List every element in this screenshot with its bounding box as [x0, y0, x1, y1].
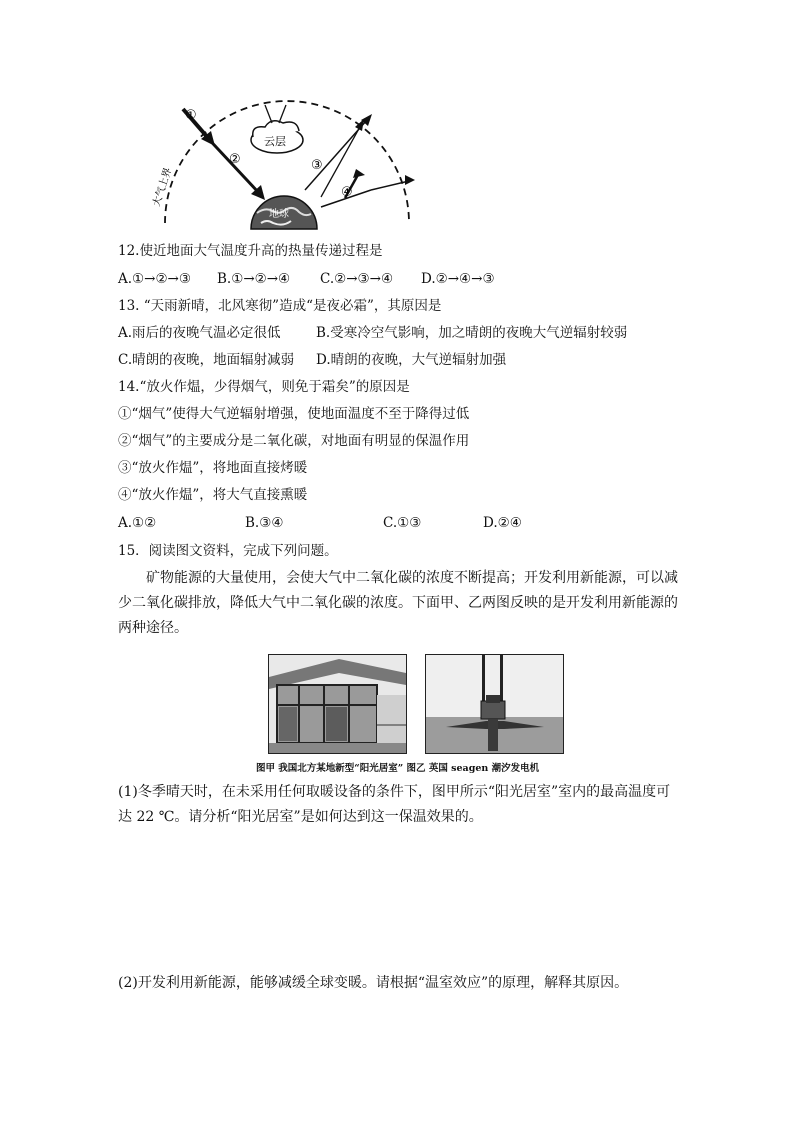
q12-stem: 12.使近地面大气温度升高的热量传递过程是 [118, 243, 383, 259]
q14-option-c: C.①③ [383, 515, 422, 531]
q12-option-b: B.①→②→④ [217, 271, 291, 287]
q14-statement-2: ②“烟气”的主要成分是二氧化碳，对地面有明显的保温作用 [118, 433, 470, 449]
q14-option-d: D.②④ [483, 515, 522, 531]
q13-stem: 13. “天雨新晴，北风寒彻”造成“是夜必霜”，其原因是 [118, 298, 442, 314]
q13-option-a: A.雨后的夜晚气温必定很低 [118, 325, 281, 341]
label-4: ④ [341, 185, 353, 200]
q15-sub2: (2)开发利用新能源，能够减缓全球变暖。请根据“温室效应”的原理，解释其原因。 [118, 975, 629, 991]
q14-option-a: A.①② [118, 515, 157, 531]
q15-stem: 15．阅读图文资料，完成下列问题。 [118, 543, 338, 559]
q15-sub1: (1)冬季晴天时，在未采用任何取暖设备的条件下，图甲所示“阳光居室”室内的最高温度可达 22 ℃。请分析“阳光居室”是如何达到这一保温效果的。 [118, 784, 671, 825]
label-1: ① [185, 108, 197, 123]
q14-statement-4: ④“放火作煴”，将大气直接熏暖 [118, 487, 308, 503]
earth-label: 地球 [269, 209, 289, 220]
q13-option-d: D.晴朗的夜晚，大气逆辐射加强 [316, 352, 507, 368]
q14-stem: 14.“放火作煴，少得烟气，则免于霜矣”的原因是 [118, 379, 410, 395]
q12-option-a: A.①→②→③ [118, 271, 191, 287]
atmosphere-heat-diagram [145, 95, 420, 230]
q14-statement-3: ③“放火作煴”，将地面直接烤暖 [118, 460, 308, 476]
cloud-label: 云层 [264, 135, 286, 148]
q13-option-c: C.晴朗的夜晚，地面辐射减弱 [118, 352, 295, 368]
q13-option-b: B.受寒冷空气影响，加之晴朗的夜晚大气逆辐射较弱 [316, 325, 628, 341]
q15-passage: 矿物能源的大量使用，会使大气中二氧化碳的浓度不断提高；开发利用新能源，可以减少二氧化碳排放，降低大气中二氧化碳的浓度。下面甲、乙两图反映的是开发利用新能源的两种途径。 [118, 570, 678, 636]
label-3: ③ [311, 158, 323, 173]
label-2: ② [229, 152, 241, 167]
q12-option-c: C.②→③→④ [320, 271, 394, 287]
photo-caption: 图甲 我国北方某地新型“阳光居室” 图乙 英国 seagen 潮汐发电机 [256, 763, 540, 774]
boundary-label: 大气上界 [151, 166, 175, 208]
q14-option-b: B.③④ [245, 515, 284, 531]
tidal-generator-photo [425, 654, 564, 754]
q12-option-d: D.②→④→③ [421, 271, 495, 287]
sunroom-photo [268, 654, 407, 754]
q14-statement-1: ①“烟气”使得大气逆辐射增强，使地面温度不至于降得过低 [118, 406, 470, 422]
